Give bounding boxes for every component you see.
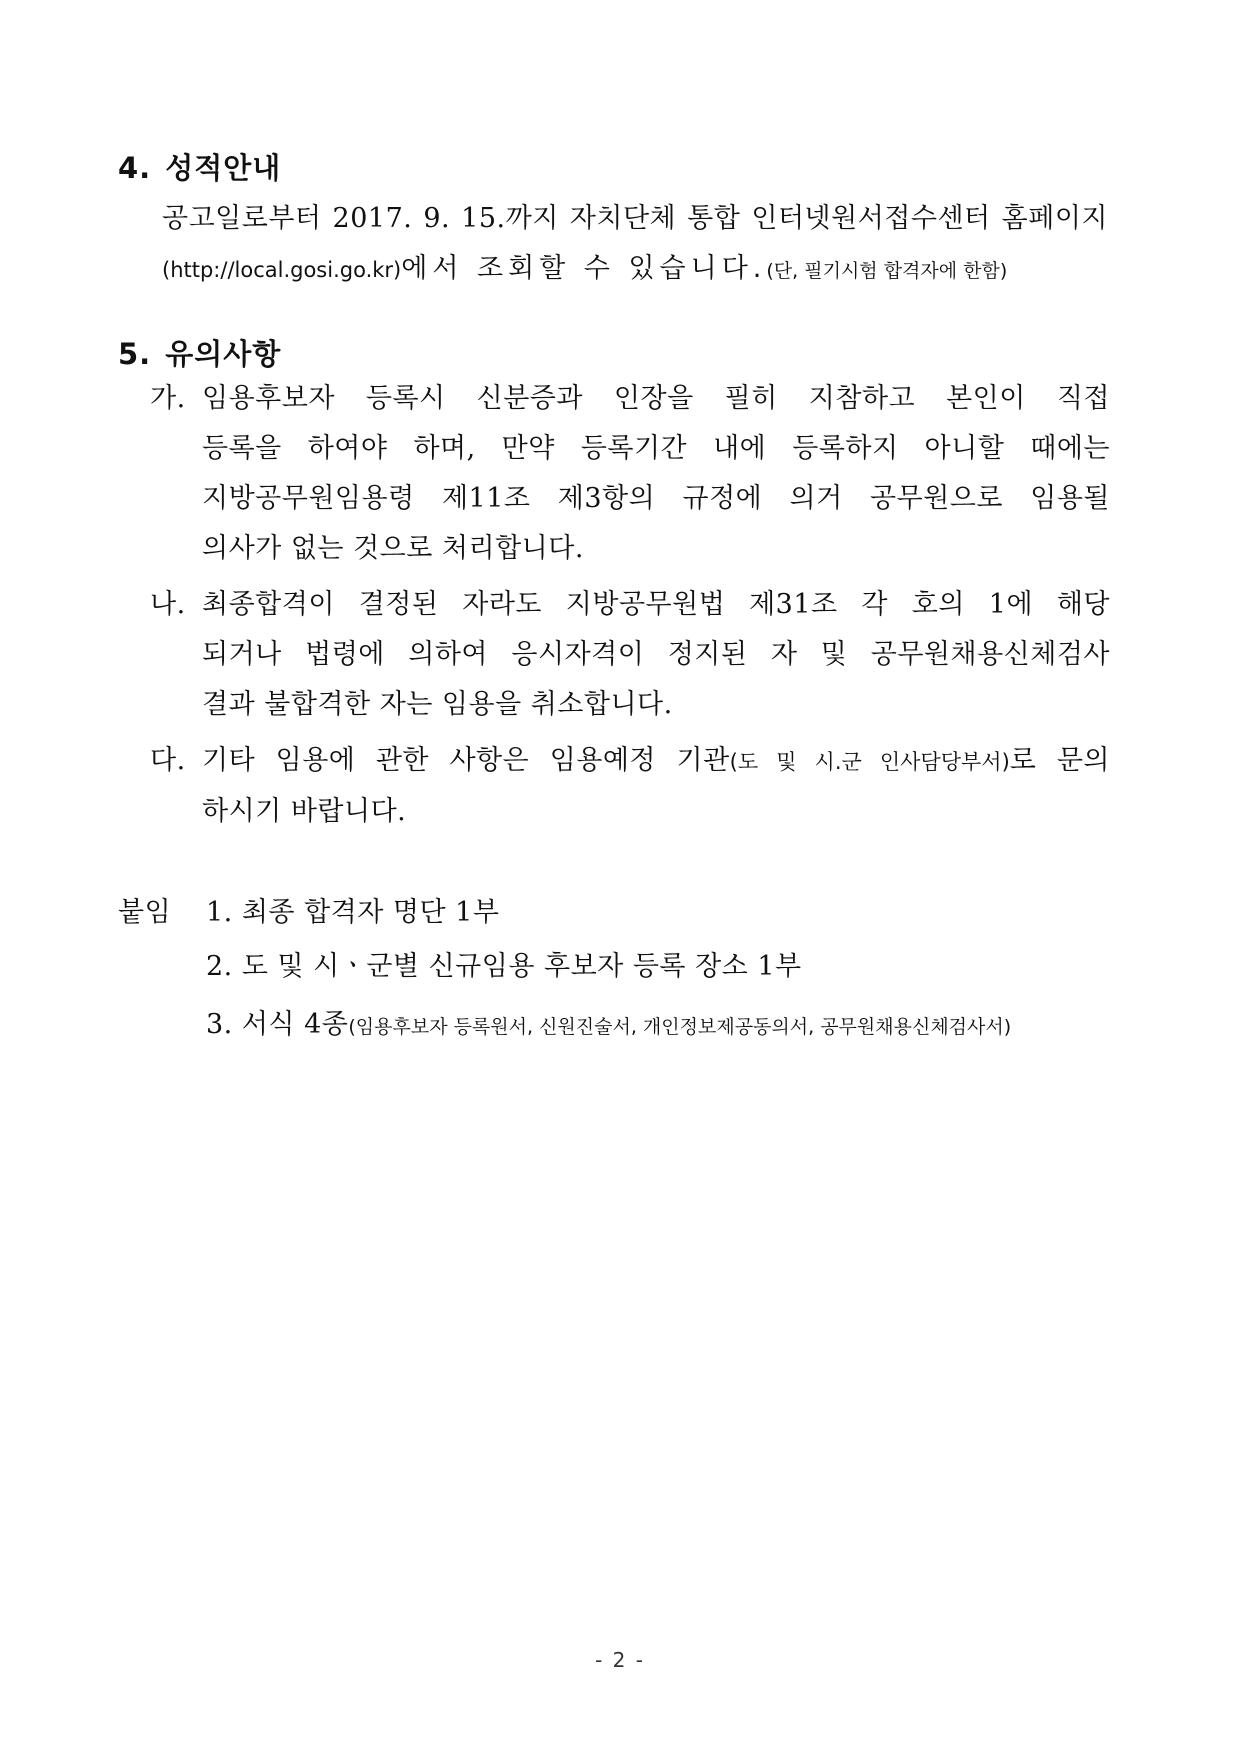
notice-item-da	[150, 736, 1110, 837]
item-line: 지방공무원임용령 제11조 제3항의 규정에 의거 공무원으로 임용될	[202, 483, 1110, 514]
section-4-number: 4.	[118, 151, 152, 185]
gosi-url: (http://local.gosi.go.kr)	[162, 258, 402, 282]
section-4-line-2-text: 에서 조회할 수 있습니다.	[401, 253, 767, 284]
section-4-heading	[118, 146, 281, 187]
section-4-line-1: 공고일로부터 2017. 9. 15.까지 자치단체 통합 인터넷원서접수센터 홈페이지	[162, 203, 1108, 234]
attachment-item-3	[206, 1002, 1011, 1041]
item-marker: 다.	[150, 745, 186, 776]
item-line: 의사가 없는 것으로 처리합니다.	[202, 533, 584, 564]
item-line: 하시기 바랍니다.	[202, 796, 407, 827]
section-4-line-2	[162, 246, 1007, 285]
item-line	[202, 736, 1110, 787]
attachment-item-3-note: (임용후보자 등록원서, 신원진술서, 개인정보제공동의서, 공무원채용신체검사서)	[348, 1016, 1012, 1038]
item-line: 등록을 하여야 하며, 만약 등록기간 내에 등록하지 아니할 때에는	[202, 433, 1110, 464]
page-number: - 2 -	[595, 1648, 645, 1672]
attachment-item-3-text: 3. 서식 4종	[206, 1009, 349, 1040]
section-5-number: 5.	[118, 337, 152, 371]
item-marker: 가.	[150, 383, 186, 414]
attachment-item-1: 1. 최종 합격자 명단 1부	[206, 897, 500, 928]
section-5-heading	[118, 332, 281, 373]
section-4-title: 성적안내	[165, 151, 282, 185]
section-4-note: (단, 필기시험 합격자에 한함)	[766, 260, 1008, 282]
section-5-title: 유의사항	[165, 337, 282, 371]
item-marker: 나.	[150, 589, 186, 620]
notice-item-na	[150, 580, 1110, 730]
item-line: 최종합격이 결정된 자라도 지방공무원법 제31조 각 호의 1에 해당	[202, 589, 1110, 620]
attachment-label: 붙임	[118, 897, 172, 928]
item-line-tail: 로 문의	[1009, 745, 1110, 776]
item-line-note: (도 및 시.군 인사담당부서)	[729, 750, 1010, 774]
attachment-item-2: 2. 도 및 시ㆍ군별 신규임용 후보자 등록 장소 1부	[206, 951, 802, 982]
notice-item-ga	[150, 374, 1110, 574]
item-line: 되거나 법령에 의하여 응시자격이 정지된 자 및 공무원채용신체검사	[202, 639, 1110, 670]
item-line: 결과 불합격한 자는 임용을 취소합니다.	[202, 689, 673, 720]
item-line: 임용후보자 등록시 신분증과 인장을 필히 지참하고 본인이 직접	[202, 383, 1110, 414]
item-line-main: 기타 임용에 관한 사항은 임용예정 기관	[202, 745, 730, 776]
